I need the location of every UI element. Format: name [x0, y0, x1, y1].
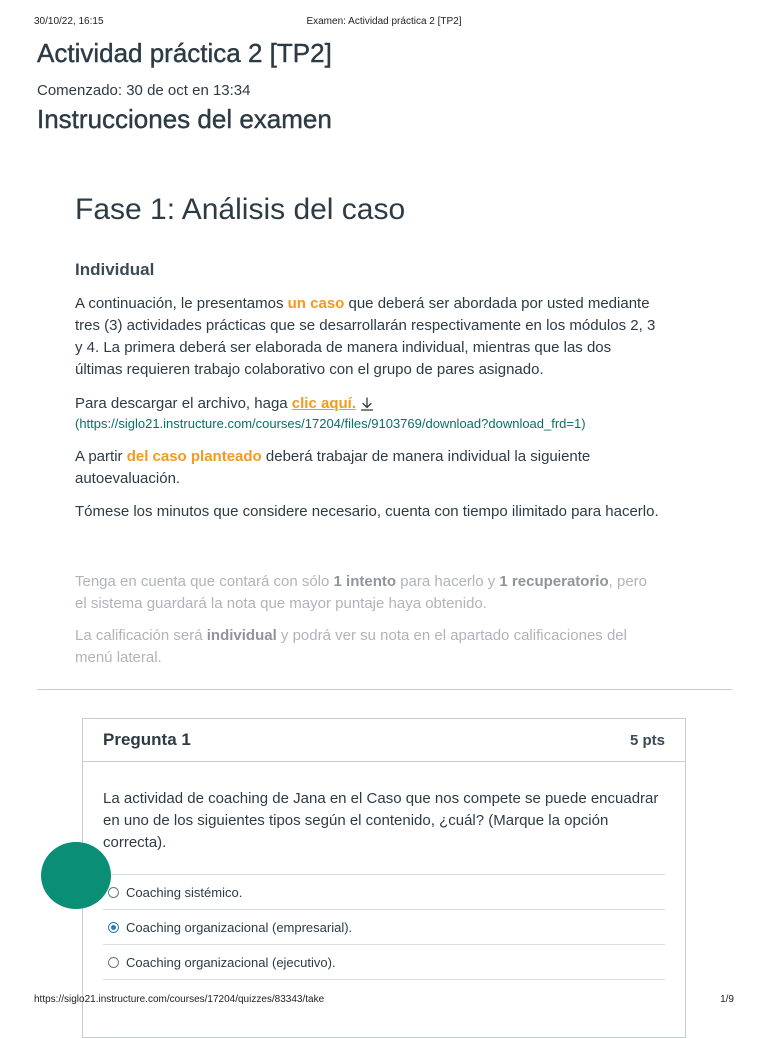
floating-action-button[interactable]	[41, 842, 111, 909]
radio-checked-icon[interactable]	[108, 922, 119, 933]
download-link[interactable]: clic aquí.	[291, 395, 356, 412]
case-planteado-highlight: del caso planteado	[126, 448, 262, 465]
answer-list	[103, 874, 665, 980]
answer-label: Coaching organizacional (ejecutivo).	[126, 954, 336, 970]
section-divider	[37, 689, 732, 690]
radio-unchecked-icon[interactable]	[108, 887, 119, 898]
download-url[interactable]: (https://siglo21.instructure.com/courses/17204/files/9103769/download?download_frd=1)	[75, 416, 586, 431]
answer-label: Coaching sistémico.	[126, 884, 243, 900]
instructions-heading: Instrucciones del examen	[37, 104, 332, 134]
case-intro-paragraph: A continuación, le presentamos un caso que deberá ser abordada por usted mediante tres (3) actividades prácticas que se desarrollarán respectivamente en los módulos 2, 3 y 4. La primera deberá ser elaborada de manera individual, mientras que las dos últimas requieren trabajo colaborativo con el grupo de pares asignado.	[75, 295, 656, 378]
time-paragraph: Tómese los minutos que considere necesario, cuenta con tiempo ilimitado para hacerlo.	[75, 503, 659, 520]
quiz-started-time: Comenzado: 30 de oct en 13:34	[37, 82, 251, 99]
answer-option-2[interactable]	[103, 909, 665, 944]
download-paragraph: Para descargar el archivo, haga clic aquí.	[75, 393, 660, 418]
question-header	[83, 719, 685, 762]
print-url: https://siglo21.instructure.com/courses/17204/quizzes/83343/take	[34, 994, 325, 1005]
quiz-title: Actividad práctica 2 [TP2]	[37, 38, 332, 68]
print-page-number: 1/9	[720, 994, 734, 1005]
print-date: 30/10/22, 16:15	[34, 16, 104, 27]
print-page-title: Examen: Actividad práctica 2 [TP2]	[306, 16, 462, 27]
print-footer	[34, 994, 734, 1005]
radio-unchecked-icon[interactable]	[108, 957, 119, 968]
question-points: 5 pts	[629, 731, 665, 749]
grading-note: La calificación será individual y podrá ver su nota en el apartado calificaciones del menú lateral.	[75, 627, 627, 666]
download-icon[interactable]	[360, 396, 374, 418]
phase-title: Fase 1: Análisis del caso	[75, 193, 406, 226]
print-header	[34, 16, 734, 27]
individual-heading: Individual	[75, 260, 155, 279]
question-card	[82, 718, 686, 1038]
answer-option-3[interactable]	[103, 944, 665, 980]
question-title: Pregunta 1	[103, 730, 191, 749]
case-work-paragraph: A partir del caso planteado deberá trabajar de manera individual la siguiente autoevaluación.	[75, 448, 591, 487]
answer-option-1[interactable]	[103, 874, 665, 909]
case-highlight: un caso	[287, 295, 345, 312]
question-text: La actividad de coaching de Jana en el Caso que nos compete se puede encuadrar en uno de los siguientes tipos según el contenido, ¿cuál? (Marque la opción correcta).	[103, 790, 659, 851]
answer-label: Coaching organizacional (empresarial).	[126, 919, 353, 935]
attempts-note: Tenga en cuenta que contará con sólo 1 intento para hacerlo y 1 recuperatorio, pero el sistema guardará la nota que mayor puntaje haya obtenido.	[75, 573, 647, 612]
